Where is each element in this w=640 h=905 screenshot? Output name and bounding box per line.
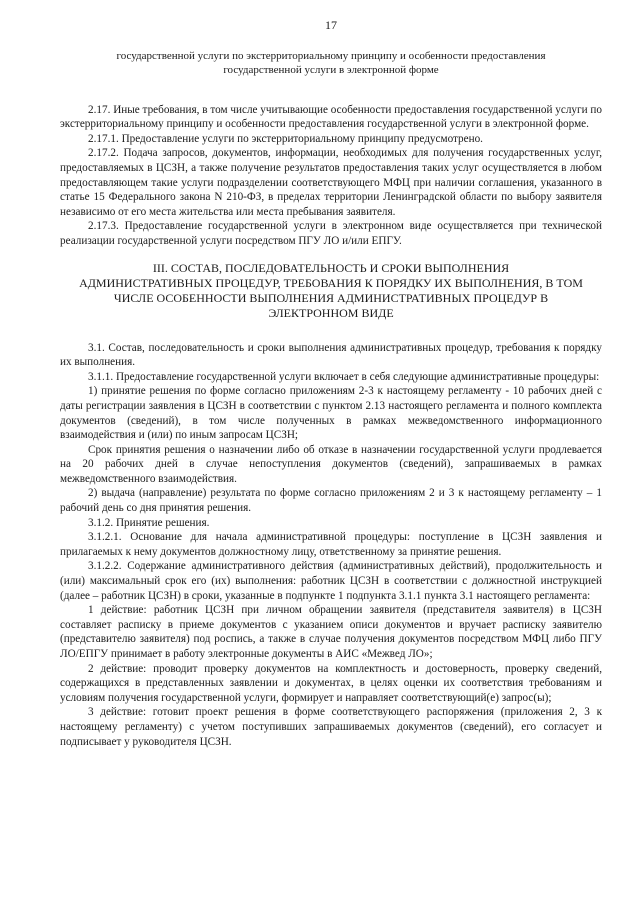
- page-number: 17: [325, 18, 337, 32]
- section-2-17: [60, 103, 602, 249]
- paragraph: 1) принятие решения по форме согласно приложениям 2-3 к настоящему регламенту - 10 рабочих дней с даты регистрации заявления в ЦСЗН в соответствии с пунктом 2.13 настоящего регламента и полного комплекта документов (сведений), в том числе полученных в рамках межведомственного информационного взаимодействия и (или) по иным запросам ЦСЗН;: [60, 385, 602, 442]
- running-head-line: государственной услуги по экстерриториальному принципу и особенности предоставления: [116, 49, 546, 62]
- section-title-line: III. СОСТАВ, ПОСЛЕДОВАТЕЛЬНОСТЬ И СРОКИ ВЫПОЛНЕНИЯ: [152, 260, 510, 275]
- section-title-line: ЧИСЛЕ ОСОБЕННОСТИ ВЫПОЛНЕНИЯ АДМИНИСТРАТИВНЫХ ПРОЦЕДУР В: [113, 290, 549, 305]
- paragraph: 3.1.1. Предоставление государственной услуги включает в себя следующие административные процедуры:: [88, 370, 600, 383]
- running-head-line: государственной услуги в электронной форме: [223, 63, 439, 76]
- paragraph: 3.1. Состав, последовательность и сроки выполнения административных процедур, требования к порядку их выполнения.: [60, 341, 602, 369]
- paragraph: 3 действие: готовит проект решения в форме соответствующего распоряжения (приложения 2, 3 к настоящему регламенту) с учетом поступивших запрашиваемых документов (сведений), его согласует и подписывает у руководителя ЦСЗН.: [60, 706, 602, 748]
- section-title: [60, 261, 602, 321]
- paragraph: 2 действие: проводит проверку документов на комплектность и достоверность, проверку сведений, содержащихся в представленных заявлении и документах, в целях оценки их соответствия требованиям и условиям получения государственной услуги, формирует и направляет соответствующий(е) запрос(ы);: [60, 662, 602, 704]
- paragraph: 2) выдача (направление) результата по форме согласно приложениям 2 и 3 к настоящему регламенту – 1 рабочий день со дня принятия решения.: [60, 487, 602, 515]
- running-head: [60, 49, 602, 77]
- paragraph: 2.17.1. Предоставление услуги по экстерриториальному принципу предусмотрено.: [88, 132, 483, 145]
- paragraph: 2.17.2. Подача запросов, документов, информации, необходимых для получения государственных услуг, предоставляемых в ЦСЗН, а также получение результатов предоставления таких услуг осуществляется в любом предоставляющем такие услуги подразделении соответствующего МФЦ при наличии соглашения, указанного в статье 15 Федерального закона N 210-ФЗ, в пределах территории Ленинградской области по выбору заявителя независимо от его места жительства или места пребывания заявителя.: [60, 147, 602, 218]
- paragraph: 3.1.2.1. Основание для начала административной процедуры: поступление в ЦСЗН заявления и прилагаемых к нему документов должностному лицу, ответственному за принятие решения.: [60, 531, 602, 558]
- paragraph: 3.1.2.2. Содержание административного действия (административных действий), продолжительность и (или) максимальный срок его (их) выполнения: работник ЦСЗН в соответствии с должностной инструкцией (далее – работник ЦСЗН) в сроки, указанные в подпункте 1 подпункта 3.1.1 пункта 3.1 настоящего регламента:: [60, 560, 602, 602]
- paragraph: 3.1.2. Принятие решения.: [88, 516, 210, 529]
- section-title-line: АДМИНИСТРАТИВНЫХ ПРОЦЕДУР, ТРЕБОВАНИЯ К ПОРЯДКУ ИХ ВЫПОЛНЕНИЯ, В ТОМ: [79, 275, 583, 290]
- section-3-body: [60, 341, 602, 750]
- paragraph: 2.17.3. Предоставление государственной услуги в электронном виде осуществляется при технической реализации государственной услуги посредством ПГУ ЛО и/или ЕПГУ.: [60, 220, 602, 247]
- paragraph: 1 действие: работник ЦСЗН при личном обращении заявителя (представителя заявителя) в ЦСЗН составляет расписку в приеме документов с указанием описи документов и вручает расписку заявителю (представителю заявителя) под роспись, а также в случае получения документов посредством МФЦ либо ПГУ ЛО/ЕПГУ принимает в работу электронные документы в АИС «Межвед ЛО»;: [60, 604, 602, 660]
- section-title-line: ЭЛЕКТРОННОМ ВИДЕ: [268, 305, 394, 320]
- paragraph: 2.17. Иные требования, в том числе учитывающие особенности предоставления государственной услуги по экстерриториальному принципу и особенности предоставления государственной услуги в электронной форме.: [60, 103, 602, 131]
- paragraph: Срок принятия решения о назначении либо об отказе в назначении государственной услуги продлевается на 20 рабочих дней в случае непоступления документов (сведений), запрашиваемых в рамках межведомственного взаимодействия.: [60, 443, 602, 485]
